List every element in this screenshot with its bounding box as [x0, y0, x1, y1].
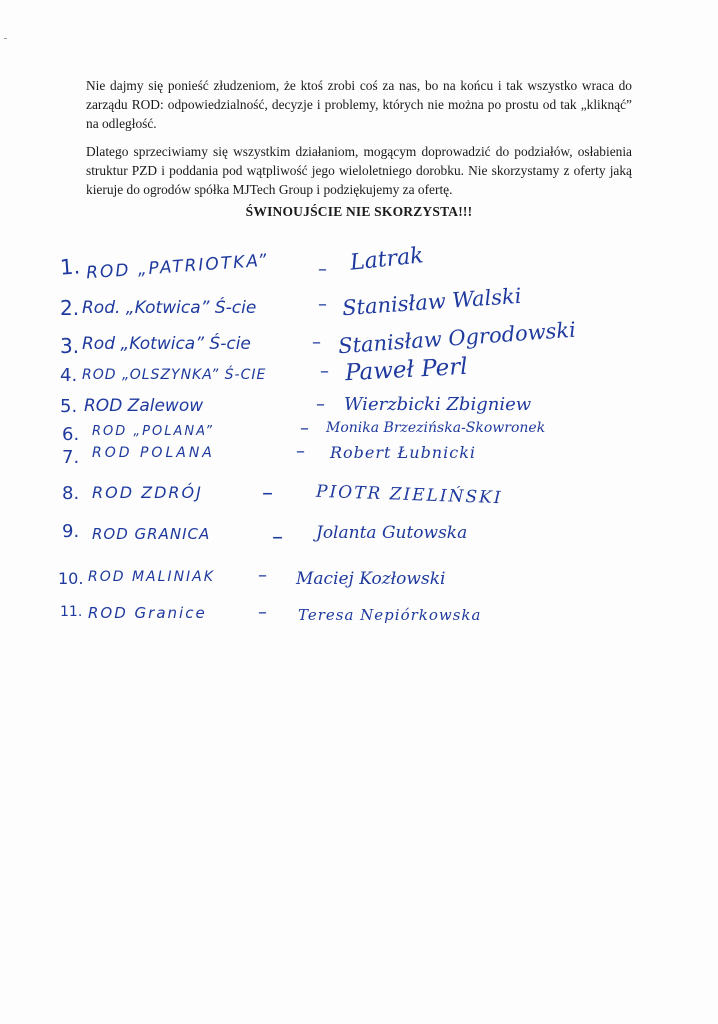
row-number: 3. — [60, 334, 80, 358]
garden-name: ROD MALINIAK — [88, 569, 215, 585]
garden-name: ROD Zalewow — [84, 396, 204, 416]
garden-name: Rod „Kotwica” Ś-cie — [82, 334, 251, 354]
signer-signature: Robert Łubnicki — [330, 443, 476, 462]
garden-name: ROD „POLANA” — [92, 424, 214, 439]
signer-signature: Wierzbicki Zbigniew — [344, 394, 532, 415]
row-number: 2. — [60, 296, 80, 320]
signer-signature: Latrak — [348, 243, 425, 276]
garden-name: ROD Granice — [88, 604, 207, 622]
paragraph-1: Nie dajmy się ponieść złudzeniom, że ktoś zrobi coś za nas, bo na końcu i tak wszystko wraca do zarządu ROD: odpowiedzialność, decyzje i problemy, których nie można po prostu od tak „kliknąć” na odległość. — [86, 78, 632, 131]
separator-dash: – — [258, 602, 267, 623]
row-number: 4. — [60, 365, 78, 386]
row-number: 9. — [62, 521, 80, 542]
separator-dash: – — [318, 294, 327, 315]
row-number: 11. — [60, 604, 83, 620]
garden-name: Rod. „Kotwica” Ś-cie — [82, 298, 257, 318]
signer-signature: Maciej Kozłowski — [296, 569, 446, 589]
separator-dash: – — [316, 394, 325, 415]
garden-name: ROD GRANICA — [92, 525, 211, 543]
separator-dash: – — [296, 441, 305, 462]
garden-name: ROD „PATRIOTKA” — [85, 250, 270, 284]
separator-dash: – — [320, 361, 329, 382]
signer-signature: Stanisław Ogrodowski — [337, 317, 577, 359]
separator-dash: – — [318, 259, 327, 280]
signer-signature: Jolanta Gutowska — [316, 523, 468, 543]
row-number: 5. — [60, 396, 78, 417]
separator-dash: – — [258, 565, 267, 586]
signer-signature: PIOTR ZIELIŃSKI — [315, 481, 503, 509]
separator-dash: – — [272, 525, 283, 550]
separator-dash: – — [312, 332, 321, 353]
garden-name: ROD POLANA — [92, 445, 215, 461]
separator-dash: – — [262, 481, 273, 506]
separator-dash: – — [300, 418, 309, 439]
document-heading: ŚWINOUJŚCIE NIE SKORZYSTA!!! — [245, 204, 473, 219]
row-number: 7. — [62, 447, 80, 468]
row-number: 6. — [62, 424, 80, 445]
row-number: 1. — [59, 254, 81, 280]
signer-signature: Paweł Perl — [344, 353, 469, 387]
paragraph-2: Dlatego sprzeciwiamy się wszystkim działaniom, mogącym doprowadzić do podziałów, osłabienia struktur PZD i poddania pod wątpliwość jego wieloletniego dorobku. Nie skorzystamy z oferty jaką kieruje do ogrodów spółka MJTech Group i podziękujemy za ofertę. — [86, 144, 632, 197]
row-number: 8. — [62, 483, 80, 504]
signer-signature: Stanisław Walski — [341, 283, 523, 321]
garden-name: ROD ZDRÓJ — [92, 483, 203, 502]
garden-name: ROD „OLSZYNKA” Ś-CIE — [82, 367, 267, 383]
signer-signature: Monika Brzezińska-Skowronek — [326, 420, 546, 436]
signer-signature: Teresa Nepiórkowska — [298, 606, 482, 624]
row-number: 10. — [58, 569, 84, 588]
